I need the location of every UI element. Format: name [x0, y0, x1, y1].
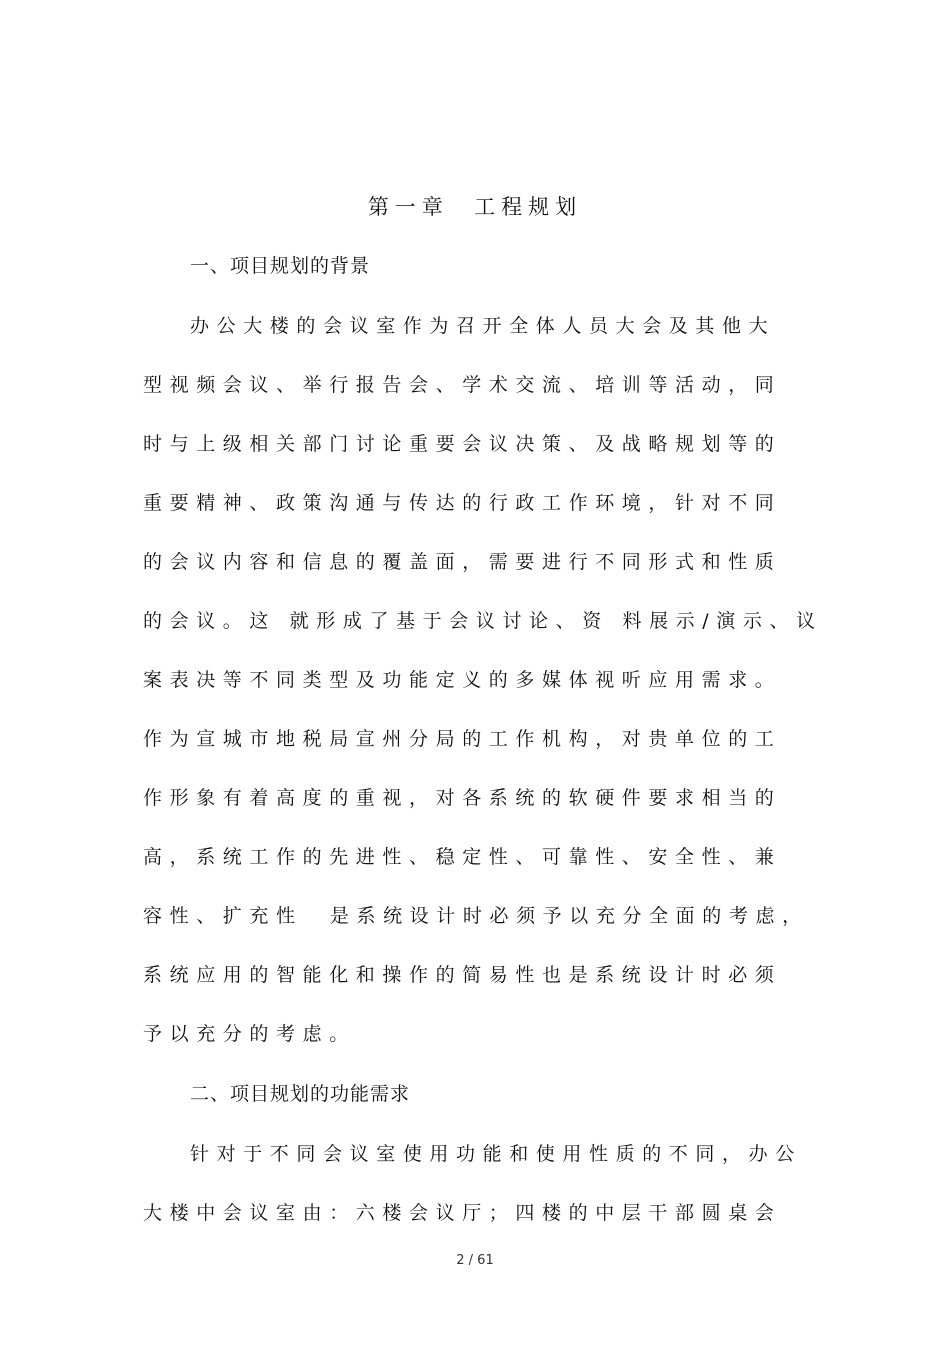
section-heading-background: 一、项目规划的背景 — [190, 255, 371, 277]
paragraph-line: 针对于不同会议室使用功能和使用性质的不同，办公 — [190, 1143, 802, 1165]
paragraph-line: 型视频会议、举行报告会、学术交流、培训等活动，同 — [143, 374, 782, 396]
paragraph-line: 重要精神、政策沟通与传达的行政工作环境，针对不同 — [143, 492, 782, 514]
paragraph-line: 予以充分的考虑。 — [143, 1023, 356, 1045]
paragraph-line: 作为宣城市地税局宣州分局的工作机构，对贵单位的工 — [143, 728, 782, 750]
section-heading-requirements: 二、项目规划的功能需求 — [190, 1083, 411, 1105]
paragraph-line: 系统应用的智能化和操作的简易性也是系统设计时必须 — [143, 964, 782, 986]
paragraph-line: 办公大楼的会议室作为召开全体人员大会及其他大 — [190, 315, 776, 337]
paragraph-line: 高，系统工作的先进性、稳定性、可靠性、安全性、兼 — [143, 846, 782, 868]
page-number: 2 / 61 — [456, 1253, 494, 1268]
paragraph-line: 案表决等不同类型及功能定义的多媒体视听应用需求。 — [143, 669, 782, 691]
paragraph-line: 时与上级相关部门讨论重要会议决策、及战略规划等的 — [143, 433, 782, 455]
paragraph-line: 的会议。这 就形成了基于会议讨论、资 料展示/演示、议 — [143, 610, 823, 632]
chapter-title: 第一章 工程规划 — [367, 195, 583, 219]
paragraph-line: 大楼中会议室由：六楼会议厅；四楼的中层干部圆桌会 — [143, 1202, 782, 1224]
paragraph-line: 容性、扩充性 是系统设计时必须予以充分全面的考虑， — [143, 905, 809, 927]
paragraph-line: 作形象有着高度的重视，对各系统的软硬件要求相当的 — [143, 787, 782, 809]
paragraph-line: 的会议内容和信息的覆盖面，需要进行不同形式和性质 — [143, 551, 782, 573]
